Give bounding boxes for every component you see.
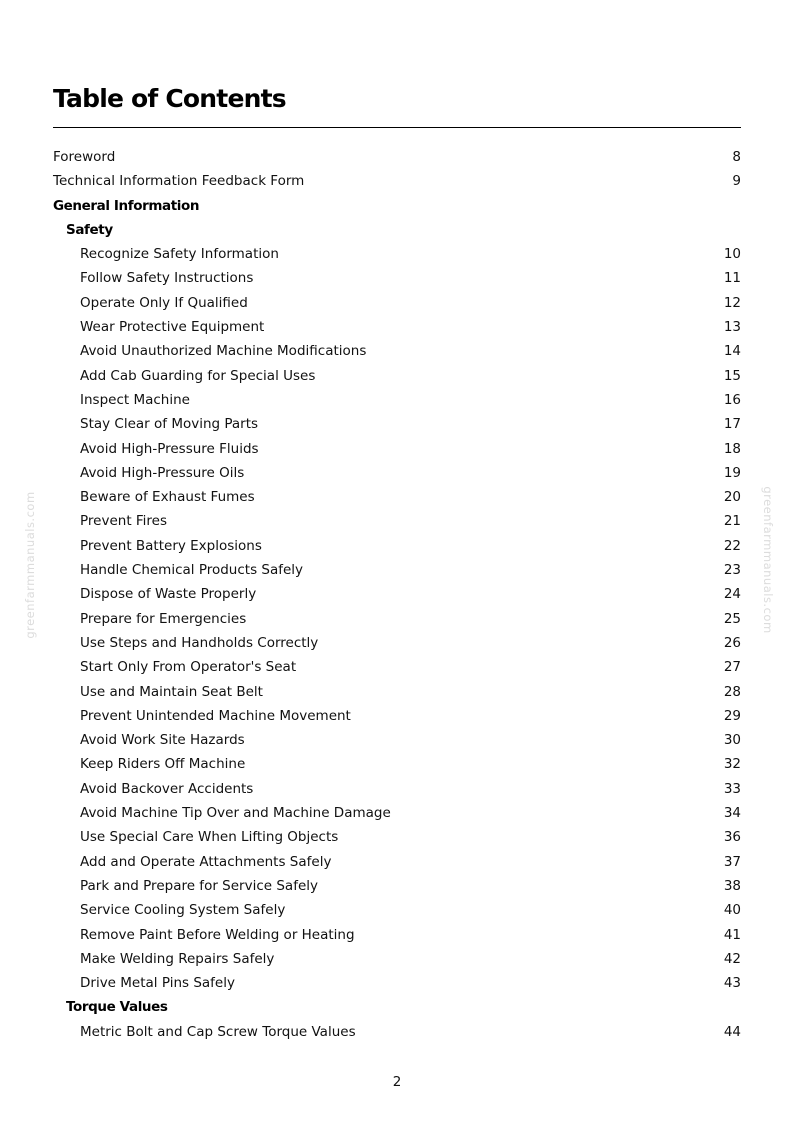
toc-entry-title: Use Steps and Handholds Correctly — [80, 634, 319, 651]
toc-entry-page: 15 — [723, 367, 741, 384]
table-of-contents — [53, 145, 741, 1044]
toc-entry-title: Start Only From Operator's Seat — [80, 659, 297, 676]
toc-entry[interactable] — [53, 607, 741, 631]
toc-entry-title: Wear Protective Equipment — [80, 319, 265, 336]
toc-entry[interactable] — [53, 145, 741, 169]
toc-entry-title: Safety — [66, 221, 113, 238]
toc-entry[interactable] — [53, 388, 741, 412]
watermark-right: greenfarmmanuals.com — [761, 486, 775, 634]
toc-entry-page: 8 — [732, 149, 741, 165]
toc-entry-title: Follow Safety Instructions — [80, 270, 254, 287]
toc-entry-title: Dispose of Waste Properly — [80, 586, 257, 603]
toc-entry-page: 24 — [723, 586, 741, 603]
toc-entry-page: 32 — [723, 756, 741, 773]
toc-entry-page: 33 — [723, 780, 741, 797]
toc-entry[interactable] — [53, 850, 741, 874]
title-divider — [53, 127, 741, 128]
toc-section-heading — [53, 218, 741, 242]
toc-entry[interactable] — [53, 485, 741, 509]
toc-entry[interactable] — [53, 437, 741, 461]
toc-entry-page: 21 — [723, 513, 741, 530]
toc-entry[interactable] — [53, 655, 741, 679]
toc-entry-title: Avoid Work Site Hazards — [80, 732, 245, 749]
toc-entry[interactable] — [53, 291, 741, 315]
toc-entry[interactable] — [53, 898, 741, 922]
toc-entry[interactable] — [53, 1020, 741, 1044]
toc-section-heading — [53, 995, 741, 1019]
toc-entry[interactable] — [53, 704, 741, 728]
toc-entry[interactable] — [53, 315, 741, 339]
toc-entry-title: Add and Operate Attachments Safely — [80, 853, 332, 870]
toc-entry[interactable] — [53, 509, 741, 533]
toc-entry-page: 23 — [723, 562, 741, 579]
toc-entry-page: 18 — [723, 440, 741, 457]
toc-entry-page: 10 — [723, 246, 741, 263]
toc-entry-title: Stay Clear of Moving Parts — [80, 416, 259, 433]
toc-entry-title: Avoid High-Pressure Oils — [80, 464, 245, 481]
toc-entry-title: Prevent Fires — [80, 513, 168, 530]
toc-entry[interactable] — [53, 582, 741, 606]
toc-entry-title: Recognize Safety Information — [80, 246, 279, 263]
toc-entry-title: Add Cab Guarding for Special Uses — [80, 367, 316, 384]
toc-entry-page: 22 — [723, 537, 741, 554]
toc-entry-title: Prevent Unintended Machine Movement — [80, 707, 351, 724]
toc-entry[interactable] — [53, 242, 741, 266]
toc-entry-page: 34 — [723, 805, 741, 822]
toc-entry-title: Technical Information Feedback Form — [53, 173, 305, 190]
toc-entry-title: Service Cooling System Safely — [80, 902, 286, 919]
toc-entry-title: Avoid Machine Tip Over and Machine Damage — [80, 805, 391, 822]
toc-entry[interactable] — [53, 364, 741, 388]
toc-entry-title: Use and Maintain Seat Belt — [80, 683, 263, 700]
toc-entry[interactable] — [53, 923, 741, 947]
toc-entry-title: Torque Values — [66, 999, 168, 1016]
toc-entry-title: Foreword — [53, 149, 116, 165]
page-number: 2 — [392, 1074, 402, 1090]
toc-entry[interactable] — [53, 534, 741, 558]
toc-entry[interactable] — [53, 412, 741, 436]
toc-entry-page: 38 — [723, 877, 741, 894]
toc-entry-page: 12 — [723, 294, 741, 311]
toc-entry-title: Inspect Machine — [80, 391, 190, 408]
toc-entry-title: Prepare for Emergencies — [80, 610, 247, 627]
toc-entry[interactable] — [53, 631, 741, 655]
toc-entry-title: Avoid Backover Accidents — [80, 780, 254, 797]
toc-entry-page: 43 — [723, 975, 741, 992]
toc-entry-title: Make Welding Repairs Safely — [80, 950, 275, 967]
toc-entry-page: 29 — [723, 707, 741, 724]
toc-entry-page: 44 — [723, 1023, 741, 1040]
toc-entry-page: 11 — [723, 270, 741, 287]
toc-entry-page: 26 — [723, 634, 741, 651]
toc-entry[interactable] — [53, 752, 741, 776]
toc-entry-title: Drive Metal Pins Safely — [80, 975, 235, 992]
toc-entry-title: Metric Bolt and Cap Screw Torque Values — [80, 1023, 356, 1040]
toc-entry[interactable] — [53, 777, 741, 801]
toc-entry-page: 13 — [723, 319, 741, 336]
toc-entry-page: 28 — [723, 683, 741, 700]
toc-section-heading — [53, 194, 741, 218]
toc-entry[interactable] — [53, 947, 741, 971]
toc-entry[interactable] — [53, 801, 741, 825]
toc-entry-title: Beware of Exhaust Fumes — [80, 489, 255, 506]
toc-entry-page: 25 — [723, 610, 741, 627]
toc-entry[interactable] — [53, 558, 741, 582]
toc-entry-title: Prevent Battery Explosions — [80, 537, 262, 554]
toc-entry[interactable] — [53, 971, 741, 995]
toc-entry[interactable] — [53, 461, 741, 485]
toc-entry-title: General Information — [53, 197, 200, 214]
toc-entry-page: 41 — [723, 926, 741, 943]
toc-entry-title: Handle Chemical Products Safely — [80, 562, 304, 579]
toc-entry-page: 14 — [723, 343, 741, 360]
toc-entry-page: 19 — [723, 464, 741, 481]
toc-entry-page: 9 — [732, 173, 741, 190]
toc-entry[interactable] — [53, 169, 741, 193]
toc-entry[interactable] — [53, 728, 741, 752]
toc-entry-title: Park and Prepare for Service Safely — [80, 877, 318, 894]
toc-entry-page: 40 — [723, 902, 741, 919]
page-title: Table of Contents — [53, 84, 286, 113]
toc-entry-page: 27 — [723, 659, 741, 676]
watermark-left: greenfarmmanuals.com — [23, 491, 37, 639]
toc-entry-page: 20 — [723, 489, 741, 506]
toc-entry-page: 42 — [723, 950, 741, 967]
toc-entry-page: 16 — [723, 391, 741, 408]
toc-entry[interactable] — [53, 874, 741, 898]
toc-entry-page: 30 — [723, 732, 741, 749]
toc-entry-title: Avoid Unauthorized Machine Modifications — [80, 343, 367, 360]
toc-entry-page: 36 — [723, 829, 741, 846]
toc-entry-title: Avoid High-Pressure Fluids — [80, 440, 259, 457]
toc-entry-title: Remove Paint Before Welding or Heating — [80, 926, 355, 943]
toc-entry-title: Keep Riders Off Machine — [80, 756, 246, 773]
toc-entry-page: 17 — [723, 416, 741, 433]
toc-entry[interactable] — [53, 266, 741, 290]
toc-entry-title: Use Special Care When Lifting Objects — [80, 829, 339, 846]
toc-entry-title: Operate Only If Qualified — [80, 294, 248, 311]
toc-entry[interactable] — [53, 825, 741, 849]
toc-entry[interactable] — [53, 680, 741, 704]
toc-entry-page: 37 — [723, 853, 741, 870]
toc-entry[interactable] — [53, 339, 741, 363]
